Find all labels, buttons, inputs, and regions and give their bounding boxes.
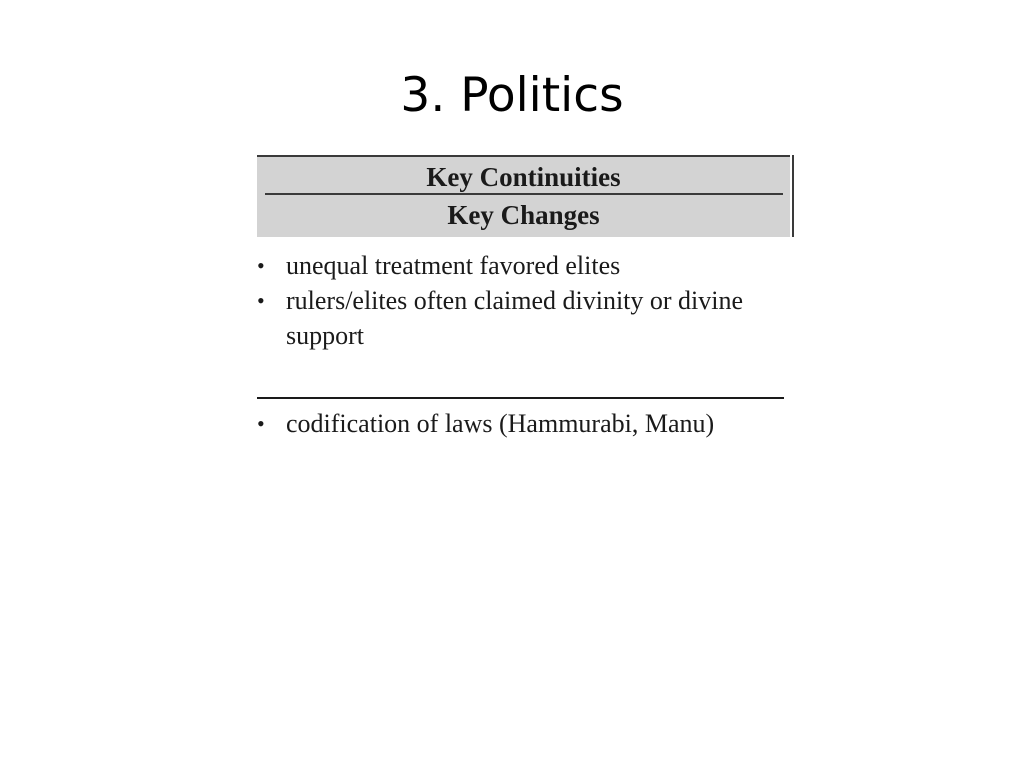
changes-list	[257, 406, 756, 441]
list-item: • rulers/elites often claimed divinity or divine support	[257, 283, 756, 353]
slide-title: 3. Politics	[400, 68, 624, 123]
list-item: • unequal treatment favored elites	[257, 248, 756, 283]
header-key-continuities: Key Continuities	[426, 162, 621, 192]
list-item: • codification of laws (Hammurabi, Manu)	[257, 406, 756, 441]
header-key-changes: Key Changes	[447, 200, 600, 230]
continuities-list	[257, 248, 756, 353]
section-divider	[257, 397, 784, 399]
table-header-border	[792, 155, 794, 237]
header-divider	[265, 193, 783, 195]
continuities-changes-table	[257, 155, 794, 445]
